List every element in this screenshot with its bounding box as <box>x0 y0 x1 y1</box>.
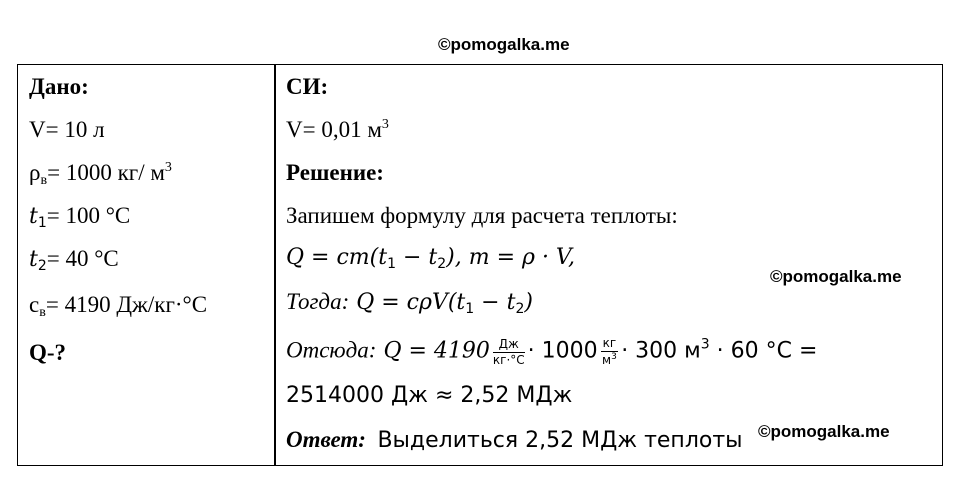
togda-word: Тогда: <box>286 289 350 314</box>
formula2-part-a: Q = cρV(t <box>349 290 466 315</box>
given-t2 <box>29 247 119 273</box>
formula1-sub2: 2 <box>437 256 447 272</box>
answer-text: Выделиться 2,52 МДж теплоты <box>377 428 743 453</box>
watermark-bottom: ©pomogalka.me <box>758 422 890 441</box>
t1-value: = 100 °С <box>46 203 131 228</box>
fraction2-denominator <box>601 352 619 367</box>
c-subscript: в <box>39 305 46 320</box>
watermark-middle: ©pomogalka.me <box>770 267 902 286</box>
formula2-part-c: ) <box>524 290 533 315</box>
t2-symbol: t <box>29 247 38 272</box>
si-volume <box>286 118 389 141</box>
formula-togda <box>286 290 533 316</box>
formula1-part-b: − t <box>395 245 438 270</box>
calc-part-d: · 60 °С = <box>709 338 818 364</box>
solution-intro: Запишем формулу для расчета теплоты: <box>286 203 678 228</box>
formula1-part-c: ), m = ρ · V, <box>446 245 575 270</box>
fraction-kg-per-m3 <box>601 337 619 367</box>
given-density <box>29 161 172 188</box>
t1-subscript: 1 <box>37 215 47 231</box>
answer-line <box>286 428 743 452</box>
si-title: СИ: <box>286 74 329 99</box>
rho-subscript: в <box>40 173 48 188</box>
t2-subscript: 2 <box>37 258 47 274</box>
fraction1-denominator: кг·°С <box>492 352 525 367</box>
given-title: Дано: <box>29 74 89 99</box>
calculation-result: 2514000 Дж ≈ 2,52 МДж <box>286 383 573 408</box>
formula2-sub2: 2 <box>515 301 525 317</box>
c-value: = 4190 Дж/кг·°С <box>45 292 208 317</box>
formula2-part-b: − t <box>474 290 516 315</box>
si-volume-value: V= 0,01 м <box>286 117 382 142</box>
rho-power: 3 <box>164 160 172 175</box>
given-volume: V= 10 л <box>29 117 105 142</box>
column-divider <box>274 65 276 465</box>
given-t1 <box>29 204 130 230</box>
formula1-sub1: 1 <box>387 256 396 272</box>
rho-value: = 1000 кг/ м <box>47 160 165 185</box>
t2-value: = 40 °С <box>46 246 119 271</box>
rho-symbol: ρ <box>29 160 41 185</box>
formula2-sub1: 1 <box>465 301 475 317</box>
answer-word: Ответ: <box>286 427 366 452</box>
calculation-line <box>286 337 817 367</box>
calc-part-b: · 1000 <box>527 338 598 364</box>
calc-part-c-power: 3 <box>700 336 710 353</box>
watermark-top: ©pomogalka.me <box>438 35 570 54</box>
given-find: Q-? <box>29 340 67 365</box>
solution-title: Решение: <box>286 160 384 185</box>
otsyuda-word: Отсюда: <box>286 337 377 363</box>
fraction2-den-power: 3 <box>611 352 617 363</box>
t1-symbol: t <box>29 204 38 229</box>
given-heat-capacity <box>29 293 207 320</box>
si-volume-power: 3 <box>381 117 389 132</box>
fraction-j-per-kg-c <box>493 338 525 367</box>
calc-part-a: Q = 4190 <box>376 338 490 364</box>
fraction1-numerator: Дж <box>493 338 525 353</box>
calc-part-c: · 300 м <box>621 338 701 364</box>
solution-table <box>17 64 943 466</box>
fraction2-numerator: кг <box>601 337 619 352</box>
fraction2-den-unit: м <box>602 353 612 368</box>
formula-heat <box>286 247 575 271</box>
c-symbol: с <box>29 292 40 317</box>
formula1-part-a: Q = cm(t <box>286 245 388 270</box>
